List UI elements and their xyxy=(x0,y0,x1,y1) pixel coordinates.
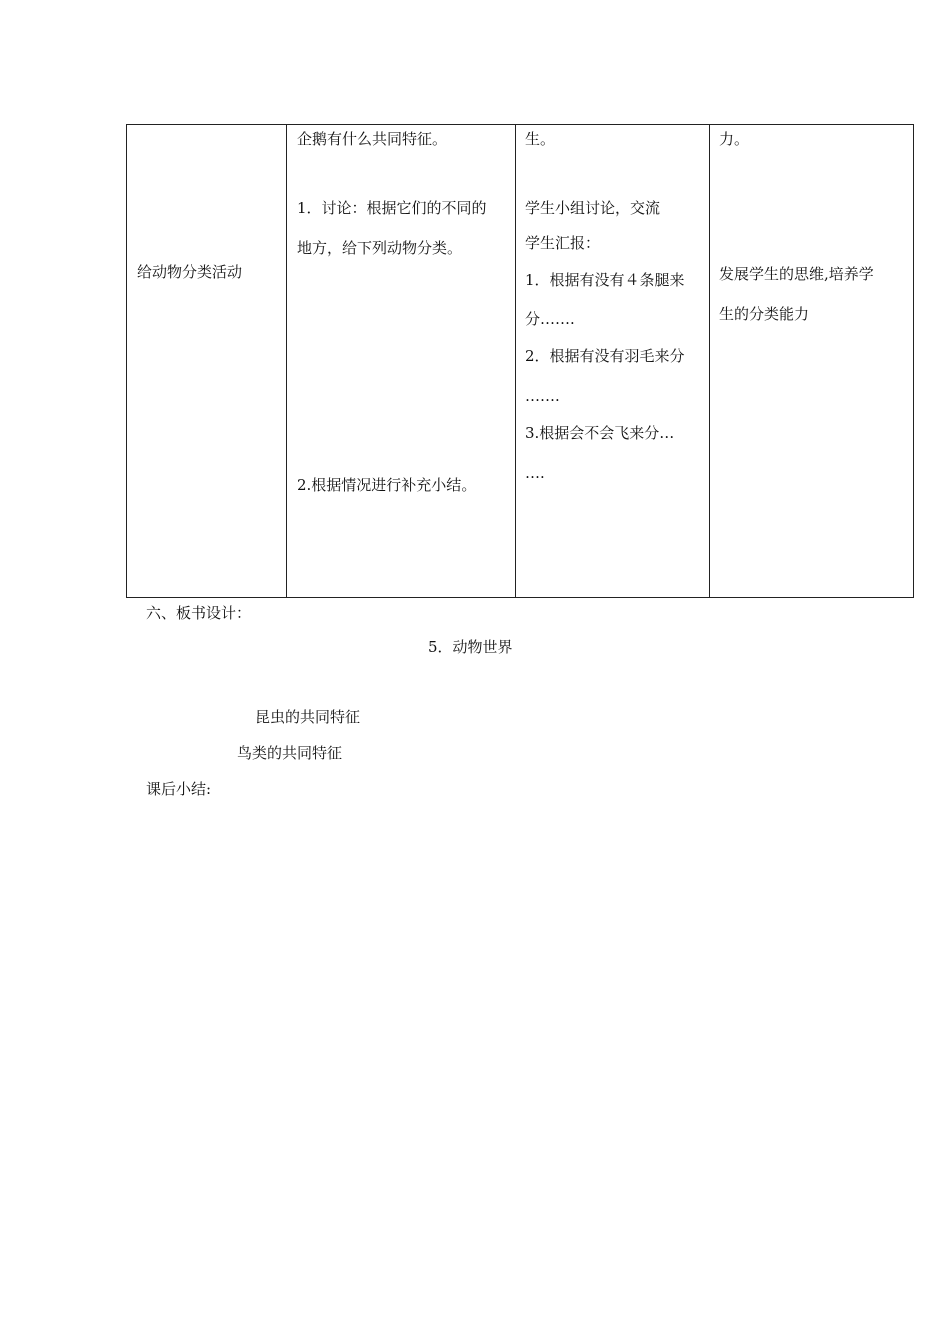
student-cell xyxy=(516,125,710,598)
purpose-line-2: 生的分类能力 xyxy=(719,305,810,323)
student-line-8: …. xyxy=(525,464,545,482)
purpose-line-1: 发展学生的思维,培养学 xyxy=(719,265,874,283)
teacher-step2: 2.根据情况进行补充小结。 xyxy=(297,476,477,494)
student-line-5: 2．根据有没有羽毛来分 xyxy=(525,347,685,365)
student-line-1: 学生小组讨论，交流 xyxy=(525,199,661,217)
student-line-2: 学生汇报： xyxy=(525,234,601,252)
student-line-3: 1．根据有没有４条腿来 xyxy=(525,271,685,289)
teacher-top-line: 企鹅有什么共同特征。 xyxy=(297,130,448,148)
student-line-7: 3.根据会不会飞来分… xyxy=(525,424,675,442)
teacher-cell xyxy=(287,125,516,598)
student-line-6: ……. xyxy=(525,387,560,405)
board-insect-line: 昆虫的共同特征 xyxy=(255,708,361,726)
activity-cell xyxy=(127,125,287,598)
table-row xyxy=(127,125,914,598)
board-bird-line: 鸟类的共同特征 xyxy=(237,744,343,762)
activity-name: 给动物分类活动 xyxy=(137,263,243,281)
board-title: 5．动物世界 xyxy=(428,638,513,656)
section-heading: 六、板书设计： xyxy=(146,604,252,622)
summary-label: 课后小结: xyxy=(146,780,212,798)
teacher-step1-line1: 1．讨论：根据它们的不同的 xyxy=(297,199,487,217)
student-line-4: 分……. xyxy=(525,310,575,328)
purpose-cell xyxy=(710,125,914,598)
student-top-line: 生。 xyxy=(525,130,556,148)
teacher-step1-line2: 地方，给下列动物分类。 xyxy=(297,239,463,257)
purpose-top-line: 力。 xyxy=(719,130,750,148)
lesson-table xyxy=(126,124,914,598)
